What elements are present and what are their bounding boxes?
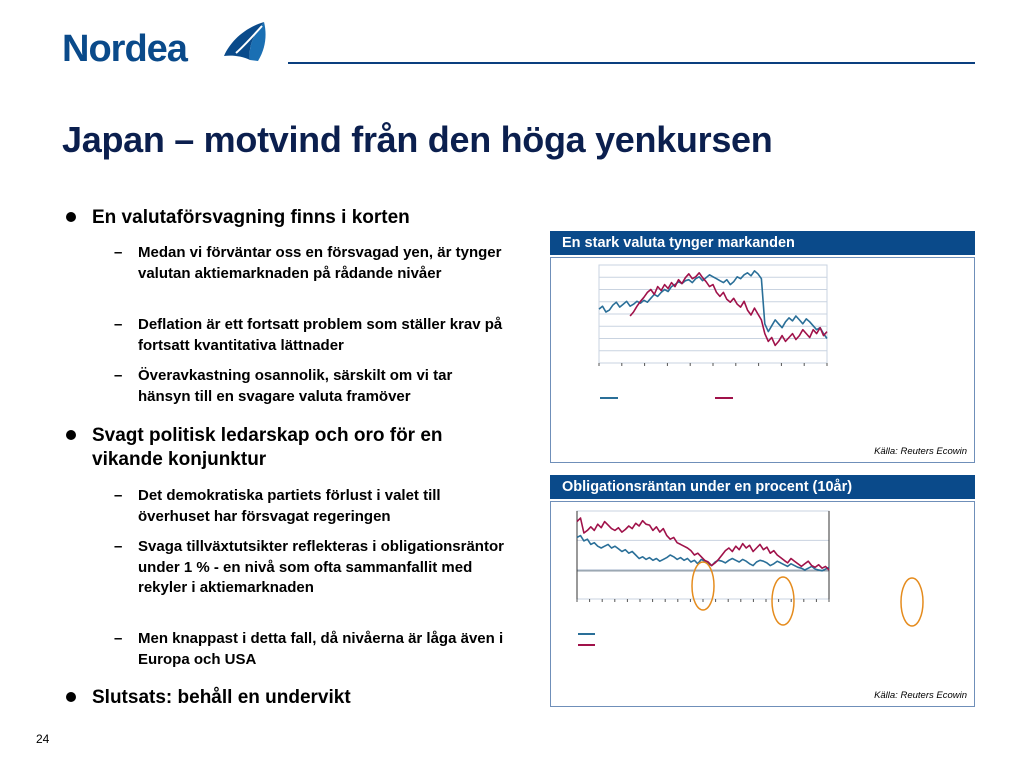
bullet-dot-icon bbox=[66, 212, 76, 222]
sub-bullet-text: Men knappast i detta fall, då nivåerna är låga även i Europa och USA bbox=[138, 630, 504, 668]
nordea-logo bbox=[62, 20, 267, 70]
chart-box bbox=[550, 501, 975, 707]
chart-title: En stark valuta tynger markanden bbox=[550, 231, 975, 255]
bullet-dot-icon bbox=[66, 692, 76, 702]
bullet-text: En valutaförsvagning finns i korten bbox=[92, 207, 410, 228]
bullet-dot-icon bbox=[66, 430, 76, 440]
dash-icon: – bbox=[114, 630, 123, 647]
slide-title: Japan – motvind från den höga yenkursen bbox=[62, 119, 773, 160]
chart-series bbox=[577, 518, 829, 571]
sub-bullet-text: Svaga tillväxtutsikter reflekteras i obligationsräntor under 1 % - en nivå som ofta sammanfallit med rekyler i aktiemarknaden bbox=[138, 538, 504, 596]
header-rule bbox=[288, 62, 975, 64]
dash-icon: – bbox=[114, 244, 123, 261]
logo-text: Nordea bbox=[62, 28, 187, 70]
series-line-2 bbox=[630, 273, 827, 346]
chart-title: Obligationsräntan under en procent (10år) bbox=[550, 475, 975, 499]
highlight-ellipses bbox=[692, 562, 923, 626]
chart-box bbox=[550, 257, 975, 463]
chart-source: Källa: Reuters Ecowin bbox=[874, 690, 967, 701]
dash-icon: – bbox=[114, 316, 123, 333]
currency-equity-chart bbox=[551, 258, 974, 462]
dash-icon: – bbox=[114, 538, 123, 555]
chart-series bbox=[599, 271, 827, 346]
series-line-1 bbox=[577, 536, 829, 571]
sub-bullet-text: Medan vi förväntar oss en försvagad yen, är tynger valutan aktiemarknaden på rådande nivåer bbox=[138, 244, 502, 282]
sail-icon bbox=[220, 20, 270, 62]
chart-legend bbox=[578, 634, 595, 645]
chart-x-ticks bbox=[577, 599, 829, 602]
dash-icon: – bbox=[114, 367, 123, 384]
sub-bullet-text: Deflation är ett fortsatt problem som ställer krav på fortsatt kvantitativa lättnader bbox=[138, 316, 503, 354]
page-number: 24 bbox=[36, 732, 50, 746]
bullet-text: Svagt politisk ledarskap och oro för en vikande konjunktur bbox=[92, 425, 443, 470]
bullet-text: Slutsats: behåll en undervikt bbox=[92, 687, 351, 708]
sub-bullet-text: Det demokratiska partiets förlust i valet till överhuset har försvagat regeringen bbox=[138, 487, 441, 525]
chart-gridlines bbox=[599, 265, 827, 363]
highlight-ellipse bbox=[901, 578, 923, 626]
series-line-1 bbox=[599, 271, 827, 339]
chart-source: Källa: Reuters Ecowin bbox=[874, 446, 967, 457]
bond-yield-chart bbox=[551, 502, 974, 706]
sub-bullet-text: Överavkastning osannolik, särskilt om vi tar hänsyn till en svagare valuta framöver bbox=[138, 367, 453, 405]
dash-icon: – bbox=[114, 487, 123, 504]
